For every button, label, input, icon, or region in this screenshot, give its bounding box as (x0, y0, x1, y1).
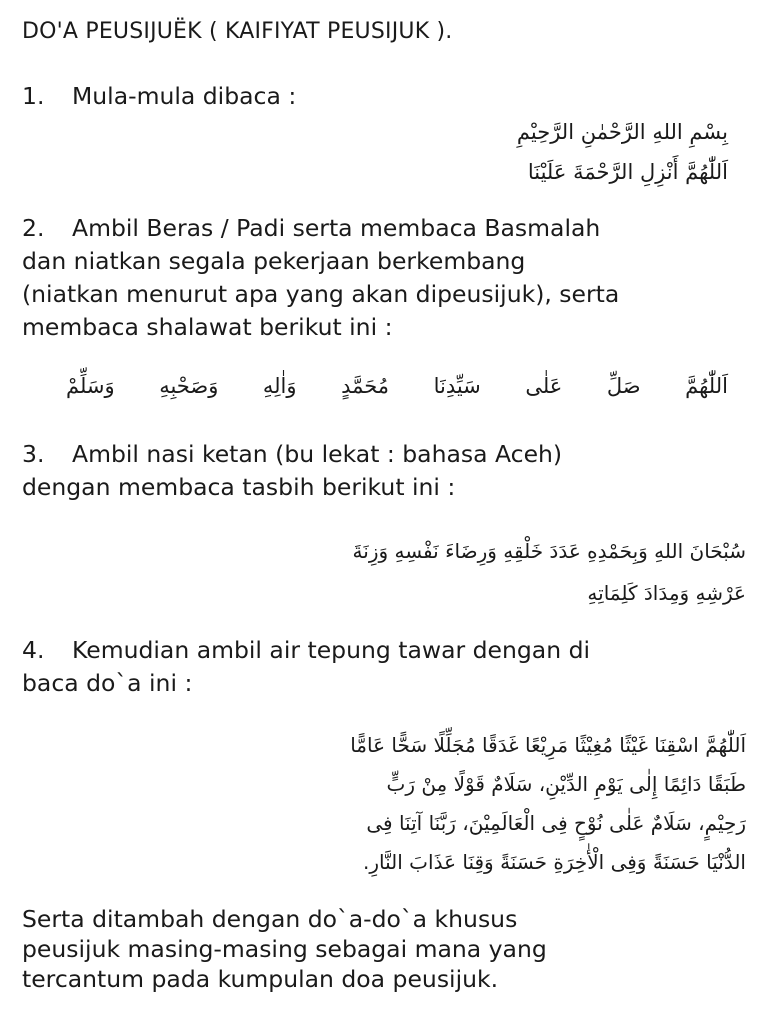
step-1-arabic-line-2: اَللّٰهُمَّ أَنْزِلِ الرَّحْمَةَ عَلَيْنَا (527, 160, 728, 184)
step-4-arabic-line-2: طَبَقًا دَائِمًا إِلٰى يَوْمِ الدِّيْنِ، سَلَامٌ قَوْلًا مِنْ رَبٍّ (386, 772, 746, 796)
step-1-instruction (22, 80, 296, 113)
step-3-line-2: dengan membaca tasbih berikut ini : (22, 473, 456, 501)
step-4-arabic-line-1: اَللّٰهُمَّ اسْقِنَا غَيْثًا مُغِيْثًا مَرِيْعًا غَدَقًا مُجَلِّلًا سَحًّا عَامًّا (350, 733, 746, 757)
step-3-instruction (22, 438, 562, 504)
step-1-arabic-prayer (517, 112, 728, 192)
step-2-instruction (22, 212, 619, 344)
step-2-line-1: Ambil Beras / Padi serta membaca Basmalah (72, 214, 601, 242)
step-1-line-1: Mula-mula dibaca : (72, 82, 297, 110)
step-2-arabic-line-1: اَللّٰهُمَّ صَلِّ عَلٰى سَيِّدِنَا مُحَمَّدٍ وَاٰلِهِ وَصَحْبِهِ وَسَلِّمْ (66, 374, 728, 398)
step-4-line-2: baca do`a ini : (22, 669, 193, 697)
step-3-line-1: Ambil nasi ketan (bu lekat : bahasa Aceh) (72, 440, 563, 468)
document-title: DO'A PEUSIJUËK ( KAIFIYAT PEUSIJUK ). (22, 19, 453, 44)
step-4-arabic-line-3: رَحِيْمٍ، سَلَامٌ عَلٰى نُوْحٍ فِى الْعَالَمِيْنَ، رَبَّنَا آتِنَا فِى (366, 811, 746, 835)
step-3-arabic-tasbih (353, 530, 746, 614)
step-4-number: 4. (22, 636, 45, 664)
step-2-line-4: membaca shalawat berikut ini : (22, 313, 393, 341)
step-4-arabic-doa (40, 726, 746, 882)
step-4-line-1: Kemudian ambil air tepung tawar dengan di (72, 636, 591, 664)
closing-line-1: Serta ditambah dengan do`a-do`a khusus (22, 905, 518, 933)
step-3-arabic-line-2: عَرْشِهِ وَمِدَادَ كَلِمَاتِهِ (587, 581, 746, 605)
step-1-number: 1. (22, 82, 45, 110)
step-2-number: 2. (22, 214, 45, 242)
closing-line-2: peusijuk masing-masing sebagai mana yang (22, 935, 547, 963)
step-3-arabic-line-1: سُبْحَانَ اللهِ وَبِحَمْدِهِ عَدَدَ خَلْقِهِ وَرِضَاءَ نَفْسِهِ وَزِنَةَ (352, 539, 746, 563)
step-1-arabic-line-1: بِسْمِ اللهِ الرَّحْمٰنِ الرَّحِيْمِ (516, 120, 728, 144)
closing-line-3: tercantum pada kumpulan doa peusijuk. (22, 965, 499, 993)
closing-paragraph (22, 904, 547, 994)
step-2-line-3: (niatkan menurut apa yang akan dipeusijuk), serta (22, 280, 620, 308)
step-2-arabic-shalawat (66, 366, 728, 406)
step-4-instruction (22, 634, 590, 700)
step-2-line-2: dan niatkan segala pekerjaan berkembang (22, 247, 526, 275)
step-3-number: 3. (22, 440, 45, 468)
step-4-arabic-line-4: الدُّنْيَا حَسَنَةً وَفِى الْأٰخِرَةِ حَسَنَةً وَقِنَا عَذَابَ النَّارِ. (363, 850, 746, 874)
